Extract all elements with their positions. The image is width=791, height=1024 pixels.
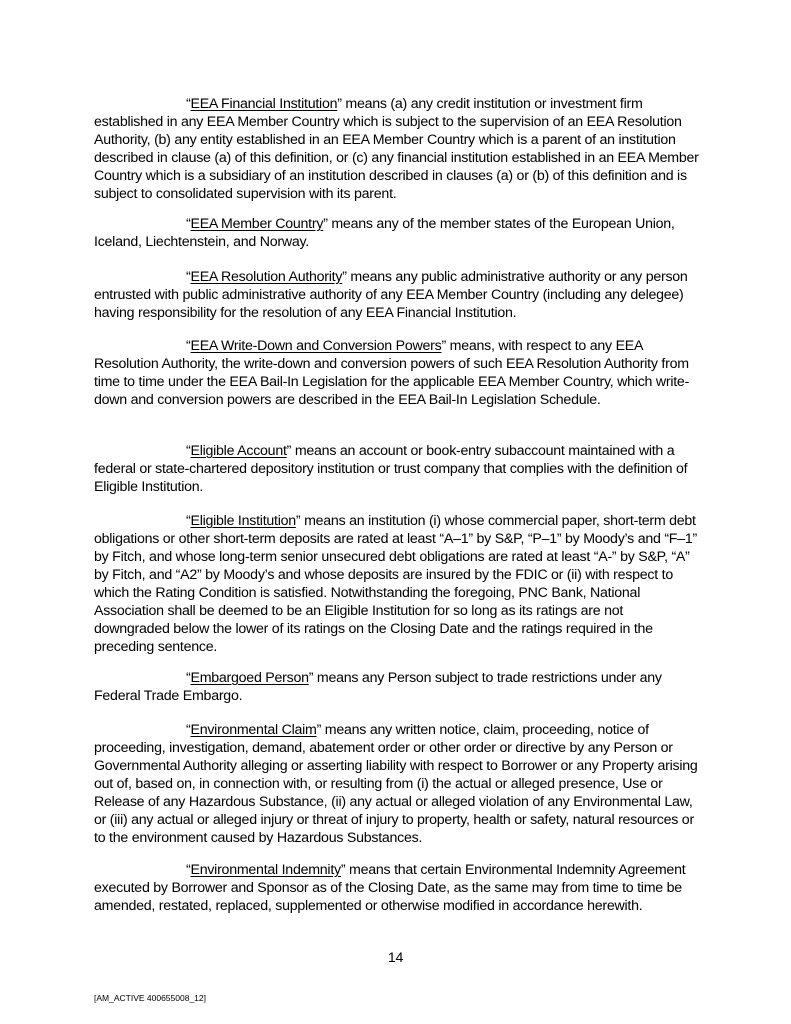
definition-eea-write-down-powers bbox=[94, 337, 702, 409]
defined-term: Environmental Indemnity bbox=[190, 862, 341, 878]
definition-eligible-institution bbox=[94, 512, 702, 656]
definition-environmental-claim bbox=[94, 721, 702, 847]
definition-eligible-account bbox=[94, 442, 702, 496]
close-quote: ” bbox=[337, 96, 342, 112]
close-quote: ” bbox=[308, 670, 314, 686]
defined-term: EEA Write-Down and Conversion Powers bbox=[190, 338, 442, 354]
open-quote: “ bbox=[186, 722, 191, 738]
definition-text: means any written notice, claim, proceeding, notice of proceeding, investigation, demand, abatement order or other order or directive by any Person or Governmental Authority alleging or asserting liability with respect to Borrower or any Property arising out of, based on, in connection with, or resulting from (i) the actual or alleged presence, Use or Release of any Hazardous Substance, (ii) any actual or alleged violation of any Environmental Law, or (iii) any actual or alleged injury or threat of injury to property, health or safety, natural resources or to the environment caused by Hazardous Substances. bbox=[94, 722, 698, 846]
close-quote: ” bbox=[286, 443, 292, 459]
defined-term: Embargoed Person bbox=[190, 670, 309, 686]
definition-eea-member-country bbox=[94, 215, 702, 251]
definition-environmental-indemnity bbox=[94, 861, 702, 915]
open-quote: “ bbox=[186, 338, 191, 354]
definition-text: means that certain Environmental Indemnity Agreement executed by Borrower and Sponsor as of the Closing Date, as the same may from time to time be amended, restated, replaced, supplemented or otherwise modified in accordance herewith. bbox=[94, 862, 686, 914]
definition-text: means any of the member states of the European Union, Iceland, Liechtenstein, and Norway. bbox=[94, 216, 675, 250]
close-quote: ” bbox=[340, 862, 346, 878]
close-quote: ” bbox=[323, 216, 328, 232]
defined-term: Environmental Claim bbox=[190, 722, 317, 738]
defined-term: EEA Resolution Authority bbox=[190, 269, 343, 285]
definition-eea-resolution-authority bbox=[94, 268, 702, 322]
definition-text: means an account or book-entry subaccount maintained with a federal or state-chartered depository institution or trust company that complies with the definition of Eligible Institution. bbox=[94, 443, 688, 495]
close-quote: ” bbox=[295, 513, 301, 529]
defined-term: EEA Member Country bbox=[190, 216, 324, 232]
defined-term: Eligible Account bbox=[190, 443, 287, 459]
document-footer-id: [AM_ACTIVE 400655008_12] bbox=[94, 993, 206, 1003]
close-quote: ” bbox=[441, 338, 446, 354]
open-quote: “ bbox=[186, 443, 191, 459]
close-quote: ” bbox=[342, 269, 347, 285]
defined-term: EEA Financial Institution bbox=[190, 96, 338, 112]
defined-term: Eligible Institution bbox=[190, 513, 296, 529]
definition-embargoed-person bbox=[94, 669, 702, 705]
definition-eea-financial-institution bbox=[94, 95, 702, 203]
open-quote: “ bbox=[186, 96, 191, 112]
definition-text: means (a) any credit institution or investment firm established in any EEA Member Country which is subject to the supervision of an EEA Resolution Authority, (b) any entity established in an EEA Member Country which is a parent of an institution described in clause (a) of this definition, or (c) any financial institution established in an EEA Member Country which is a subsidiary of an institution described in clauses (a) or (b) of this definition and is subject to consolidated supervision with its parent. bbox=[94, 96, 699, 202]
definition-text: means an institution (i) whose commercial paper, short-term debt obligations or other short-term deposits are rated at least “A–1” by S&P, “P–1” by Moody’s and “F–1” by Fitch, and whose long-term senior unsecured debt obligations are rated at least “A-” by S&P, “A” by Fitch, and “A2” by Moody’s and whose deposits are insured by the FDIC or (ii) with respect to which the Rating Condition is satisfied. Notwithstanding the foregoing, PNC Bank, National Association shall be deemed to be an Eligible Institution for so long as its ratings are not downgraded below the lower of its ratings on the Closing Date and the ratings required in the preceding sentence. bbox=[94, 513, 697, 655]
definition-text: means any Person subject to trade restrictions under any Federal Trade Embargo. bbox=[94, 670, 662, 704]
open-quote: “ bbox=[186, 216, 191, 232]
page-number: 14 bbox=[387, 950, 404, 966]
open-quote: “ bbox=[186, 862, 191, 878]
open-quote: “ bbox=[186, 513, 191, 529]
open-quote: “ bbox=[186, 269, 191, 285]
open-quote: “ bbox=[186, 670, 191, 686]
close-quote: ” bbox=[316, 722, 322, 738]
definition-text: means any public administrative authority or any person entrusted with public administrative authority of any EEA Member Country (including any delegee) having responsibility for the resolution of any EEA Financial Institution. bbox=[94, 269, 688, 321]
definition-text: means, with respect to any EEA Resolution Authority, the write-down and conversion powers of such EEA Resolution Authority from time to time under the EEA Bail-In Legislation for the applicable EEA Member Country, which write-down and conversion powers are described in the EEA Bail-In Legislation Schedule. bbox=[94, 338, 690, 408]
